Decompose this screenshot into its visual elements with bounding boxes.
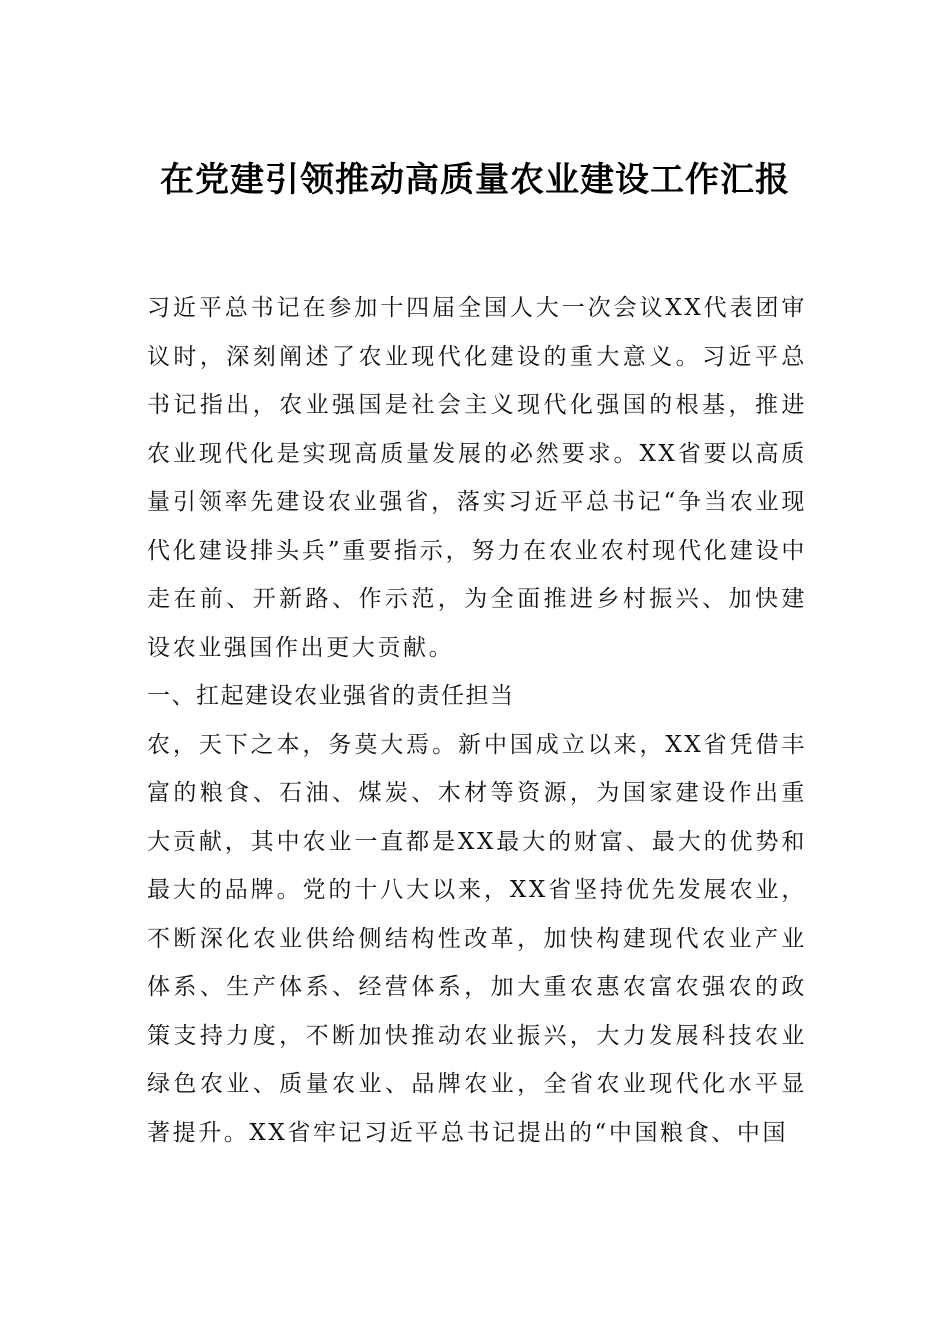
paragraph-section-1: 农，天下之本，务莫大焉。新中国成立以来，XX省凭借丰富的粮食、石油、煤炭、木材等资源，为国家建设作出重大贡献，其中农业一直都是XX最大的财富、最大的优势和最大的品牌。党的十八大以来，XX省坚持优先发展农业，不断深化农业供给侧结构性改革，加快构建现代农业产业体系、生产体系、经营体系，加大重农惠农富农强农的政策支持力度，不断加快推动农业振兴，大力发展科技农业绿色农业、质量农业、品牌农业，全省农业现代化水平显著提升。XX省牢记习近平总书记提出的“中国粮食、中国: [147, 731, 807, 1146]
document-title: 在党建引领推动高质量农业建设工作汇报: [160, 160, 790, 200]
section-heading-1: 一、扛起建设农业强省的责任担当: [147, 683, 515, 709]
document-body: [147, 284, 807, 1157]
paragraph-intro: 习近平总书记在参加十四届全国人大一次会议XX代表团审议时，深刻阐述了农业现代化建设的重大意义。习近平总书记指出，农业强国是社会主义现代化强国的根基，推进农业现代化是实现高质量发展的必然要求。XX省要以高质量引领率先建设农业强省，落实习近平总书记“争当农业现代化建设排头兵”重要指示，努力在农业农村现代化建设中走在前、开新路、作示范，为全面推进乡村振兴、加快建设农业强国作出更大贡献。: [147, 295, 807, 661]
